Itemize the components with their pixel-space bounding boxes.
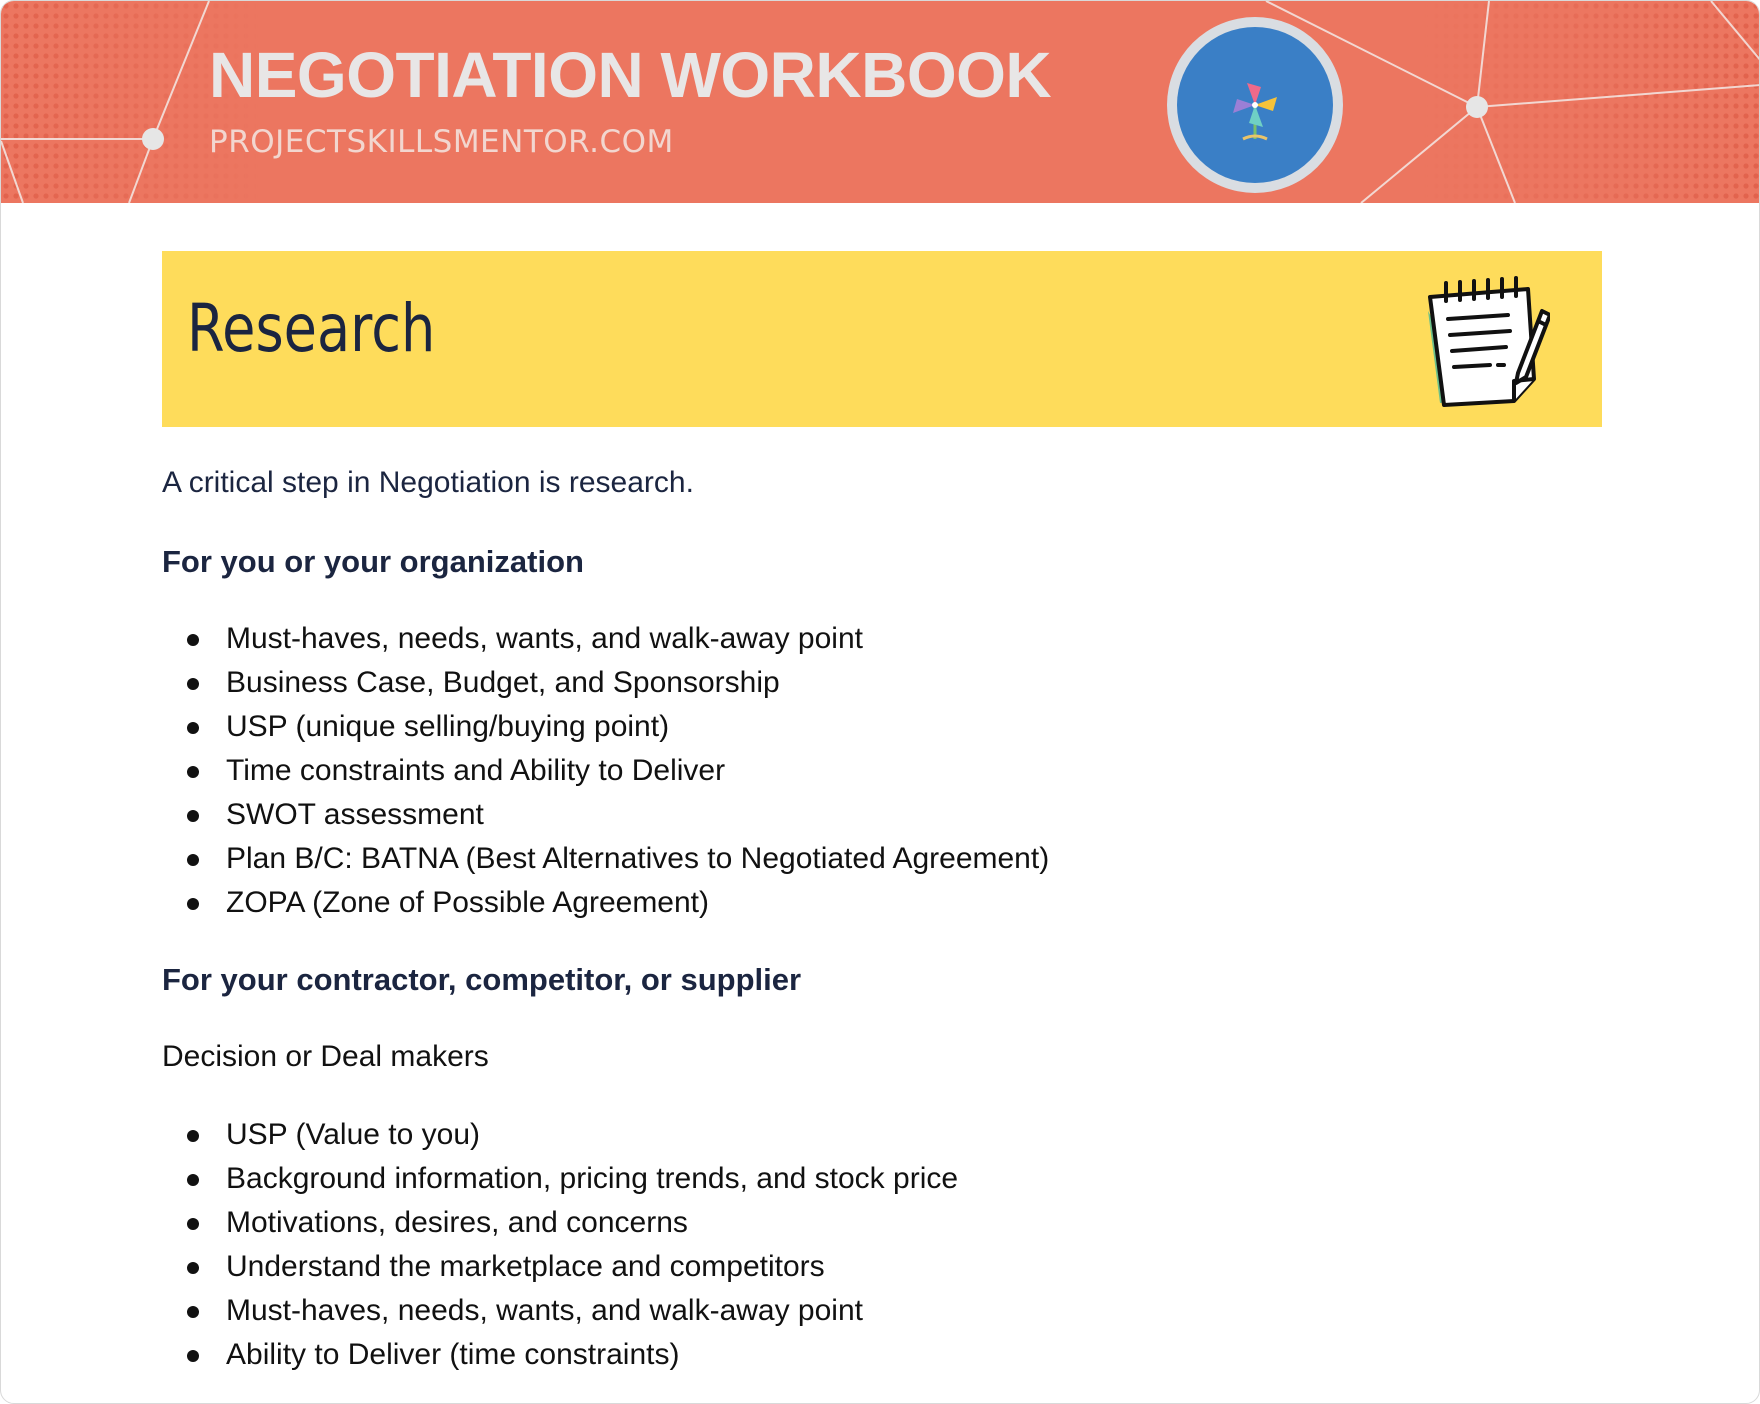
- website-url: PROJECTSKILLSMENTOR.COM: [209, 124, 674, 160]
- intro-text: A critical step in Negotiation is research.: [162, 466, 694, 499]
- list-item: Must-haves, needs, wants, and walk-away point: [162, 617, 1049, 661]
- list-item: Must-haves, needs, wants, and walk-away point: [162, 1289, 958, 1333]
- section-title: Research: [187, 290, 436, 367]
- list-item: USP (unique selling/buying point): [162, 705, 1049, 749]
- organization-list: [162, 617, 1049, 925]
- organization-heading: For you or your organization: [162, 544, 584, 579]
- notepad-pencil-icon: [1410, 271, 1550, 411]
- list-item: Plan B/C: BATNA (Best Alternatives to Negotiated Agreement): [162, 837, 1049, 881]
- decision-makers-text: Decision or Deal makers: [162, 1040, 489, 1073]
- header-banner: [1, 1, 1760, 203]
- counterparty-list: [162, 1113, 958, 1377]
- list-item: Ability to Deliver (time constraints): [162, 1333, 958, 1377]
- section-header: [162, 251, 1602, 427]
- list-item: Background information, pricing trends, and stock price: [162, 1157, 958, 1201]
- list-item: SWOT assessment: [162, 793, 1049, 837]
- list-item: Understand the marketplace and competitors: [162, 1245, 958, 1289]
- list-item: Time constraints and Ability to Deliver: [162, 749, 1049, 793]
- workbook-title: NEGOTIATION WORKBOOK: [209, 39, 1052, 111]
- list-item: Business Case, Budget, and Sponsorship: [162, 661, 1049, 705]
- list-item: ZOPA (Zone of Possible Agreement): [162, 881, 1049, 925]
- counterparty-heading: For your contractor, competitor, or supplier: [162, 962, 802, 997]
- list-item: Motivations, desires, and concerns: [162, 1201, 958, 1245]
- list-item: USP (Value to you): [162, 1113, 958, 1157]
- pinwheel-logo-icon: [1177, 27, 1333, 183]
- brand-logo: [1167, 17, 1343, 193]
